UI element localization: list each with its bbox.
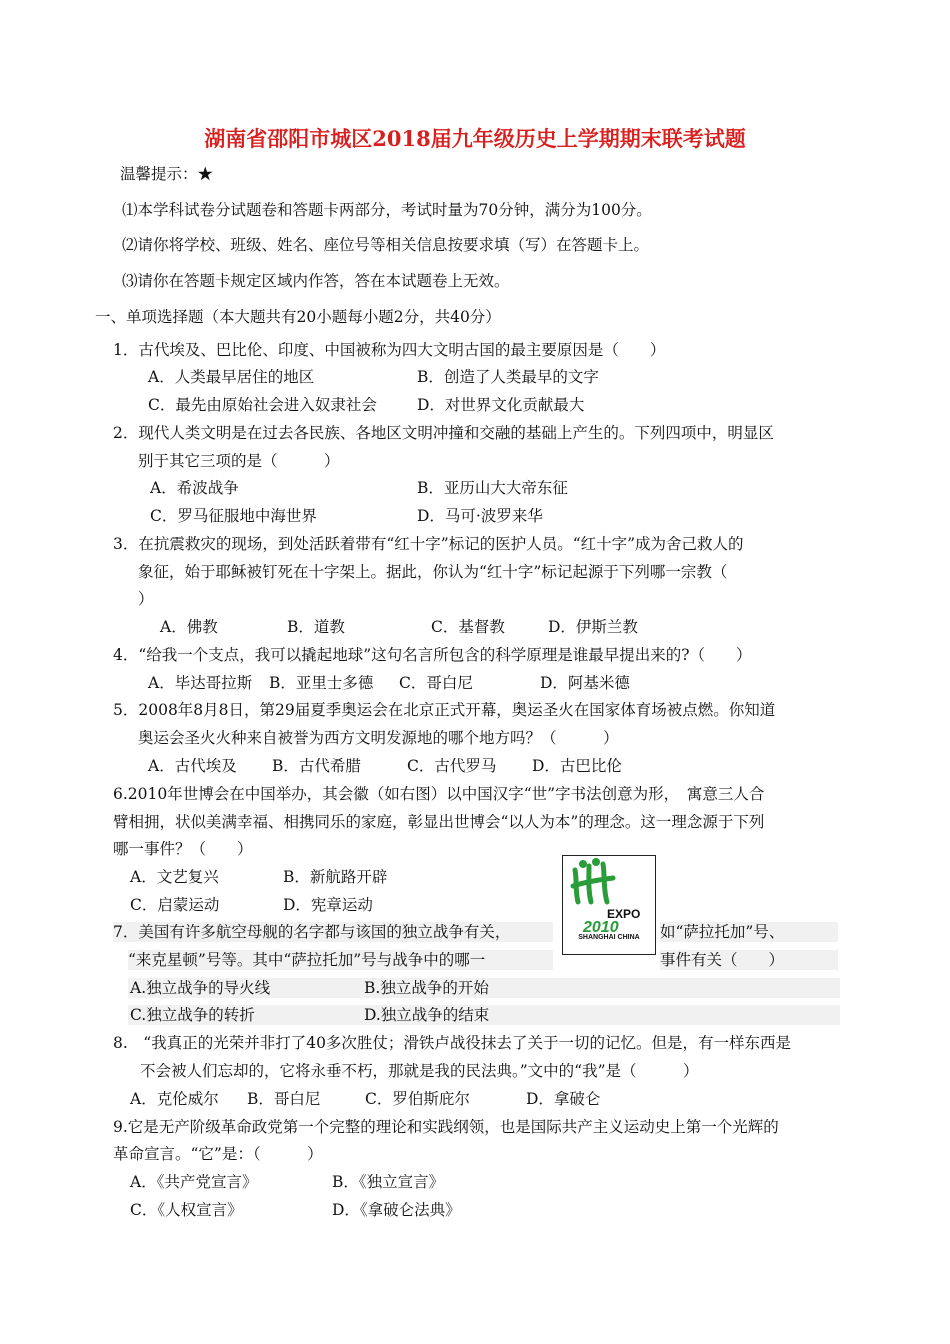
question-2-option-d: D．马可·波罗来华	[417, 507, 543, 525]
question-9-option-d: D．《拿破仑法典》	[332, 1201, 461, 1219]
question-2-stem-line-2: 别于其它三项的是（ ）	[138, 452, 340, 470]
question-5-option-d: D．古巴比伦	[532, 757, 622, 775]
question-9-stem-line-1: 9.它是无产阶级革命政党第一个完整的理论和实践纲领，也是国际共产主义运动史上第一个光辉的	[113, 1118, 779, 1136]
question-8-option-d: D．拿破仑	[526, 1090, 601, 1108]
section-heading: 一、单项选择题（本大题共有20小题每小题2分，共40分）	[95, 308, 501, 326]
question-7-option-c: C.独立战争的转折	[130, 1006, 255, 1024]
question-3-stem-line-1: 3．在抗震救灾的现场，到处活跃着带有“红十字”标记的医护人员。“红十字”成为舍己救人的	[113, 535, 744, 553]
question-7-stem-line-1a: 7．美国有许多航空母舰的名字都与该国的独立战争有关，	[113, 922, 553, 942]
question-4-option-c: C．哥白尼	[399, 674, 473, 692]
question-3-option-c: C．基督教	[431, 618, 505, 636]
question-4-option-a: A．毕达哥拉斯	[148, 674, 253, 692]
question-1-option-d: D．对世界文化贡献最大	[417, 396, 585, 414]
question-9-option-c: C．《人权宣言》	[130, 1201, 243, 1219]
question-5-stem-line-2: 奥运会圣火火种来自被誉为西方文明发源地的哪个地方吗？（ ）	[138, 729, 619, 747]
question-4-option-b: B．亚里士多德	[269, 674, 374, 692]
question-3-option-b: B．道教	[287, 618, 345, 636]
question-8-option-c: C．罗伯斯庇尔	[365, 1090, 470, 1108]
question-7-stem-line-2a: “来克星顿”号等。其中“萨拉托加”号与战争中的哪一	[128, 950, 553, 970]
question-6-stem-line-3: 哪一事件？（ ）	[113, 840, 253, 858]
expo-2010-logo	[562, 855, 656, 955]
question-6-option-d: D．宪章运动	[283, 896, 373, 914]
question-2-stem-line-1: 2．现代人类文明是在过去各民族、各地区文明冲撞和交融的基础上产生的。下列四项中，明显区	[113, 424, 774, 442]
tip-3: ⑶请你在答题卡规定区域内作答，答在本试题卷上无效。	[122, 272, 510, 290]
question-4-option-d: D．阿基米德	[540, 674, 630, 692]
question-2-option-a: A．希波战争	[150, 479, 239, 497]
question-7-options-row-2	[128, 1005, 840, 1025]
question-8-option-a: A．克伦威尔	[130, 1090, 219, 1108]
question-5-stem-line-1: 5．2008年8月8日，第29届夏季奥运会在北京正式开幕，奥运圣火在国家体育场被点燃。你知道	[113, 701, 776, 719]
question-6-option-a: A．文艺复兴	[130, 868, 219, 886]
question-6-stem-line-2: 臂相拥，状似美满幸福、相携同乐的家庭，彰显出世博会“以人为本”的理念。这一理念源于下列	[113, 813, 765, 831]
question-8-option-b: B．哥白尼	[247, 1090, 321, 1108]
question-9-option-a: A．《共产党宣言》	[130, 1173, 258, 1191]
tips-label: 温馨提示：★	[120, 165, 214, 183]
expo-logo-year: 2010	[583, 919, 619, 934]
question-7-option-d: D.独立战争的结束	[364, 1006, 490, 1024]
tip-1: ⑴本学科试卷分试题卷和答题卡两部分，考试时量为70分钟，满分为100分。	[122, 201, 652, 219]
question-2-option-b: B．亚历山大大帝东征	[417, 479, 568, 497]
question-7-options-row-1	[128, 978, 840, 998]
question-7-stem-line-2b: 事件有关（ ）	[660, 950, 838, 970]
expo-emblem-icon	[563, 856, 655, 934]
expo-logo-text: EXPO	[607, 907, 641, 921]
question-9-option-b: B．《独立宣言》	[332, 1173, 445, 1191]
question-8-stem-line-1: 8. “我真正的光荣并非打了40多次胜仗；滑铁卢战役抹去了关于一切的记忆。但是，有一样东西是	[113, 1034, 791, 1052]
question-5-option-a: A．古代埃及	[148, 757, 237, 775]
question-8-stem-line-2: 不会被人们忘却的，它将永垂不朽，那就是我的民法典。”文中的“我”是（ ）	[140, 1062, 699, 1080]
question-9-stem-line-2: 革命宣言。“它”是：（ ）	[113, 1145, 323, 1163]
question-6-option-c: C．启蒙运动	[130, 896, 220, 914]
expo-logo-caption: SHANGHAI CHINA	[578, 934, 640, 941]
question-3-stem-line-2: 象征，始于耶稣被钉死在十字架上。据此，你认为“红十字”标记起源于下列哪一宗教（	[138, 563, 728, 581]
question-7-option-b: B.独立战争的开始	[364, 979, 489, 997]
question-3-option-d: D．伊斯兰教	[548, 618, 638, 636]
question-4-stem: 4．“给我一个支点，我可以撬起地球”这句名言所包含的科学原理是谁最早提出来的?（ ）	[113, 646, 752, 664]
question-6-stem-line-1: 6.2010年世博会在中国举办，其会徽（如右图）以中国汉字“世”字书法创意为形， 寓意三人合	[113, 785, 765, 803]
tip-2: ⑵请你将学校、班级、姓名、座位号等相关信息按要求填（写）在答题卡上。	[122, 236, 650, 254]
question-3-stem-line-3: ）	[138, 590, 154, 608]
question-5-option-b: B．古代希腊	[272, 757, 361, 775]
question-1-option-c: C．最先由原始社会进入奴隶社会	[148, 396, 377, 414]
question-7-option-a: A.独立战争的导火线	[130, 979, 271, 997]
question-6-option-b: B．新航路开辟	[283, 868, 388, 886]
question-1-stem: 1．古代埃及、巴比伦、印度、中国被称为四大文明古国的最主要原因是（ ）	[113, 341, 666, 359]
question-1-option-b: B．创造了人类最早的文字	[417, 368, 599, 386]
page-title: 湖南省邵阳市城区2018届九年级历史上学期期末联考试题	[204, 126, 746, 151]
question-2-option-c: C．罗马征服地中海世界	[150, 507, 317, 525]
question-1-option-a: A．人类最早居住的地区	[148, 368, 315, 386]
question-5-option-c: C．古代罗马	[407, 757, 497, 775]
question-7-stem-line-1b: 如“萨拉托加”号、	[660, 922, 838, 942]
question-3-option-a: A．佛教	[160, 618, 218, 636]
